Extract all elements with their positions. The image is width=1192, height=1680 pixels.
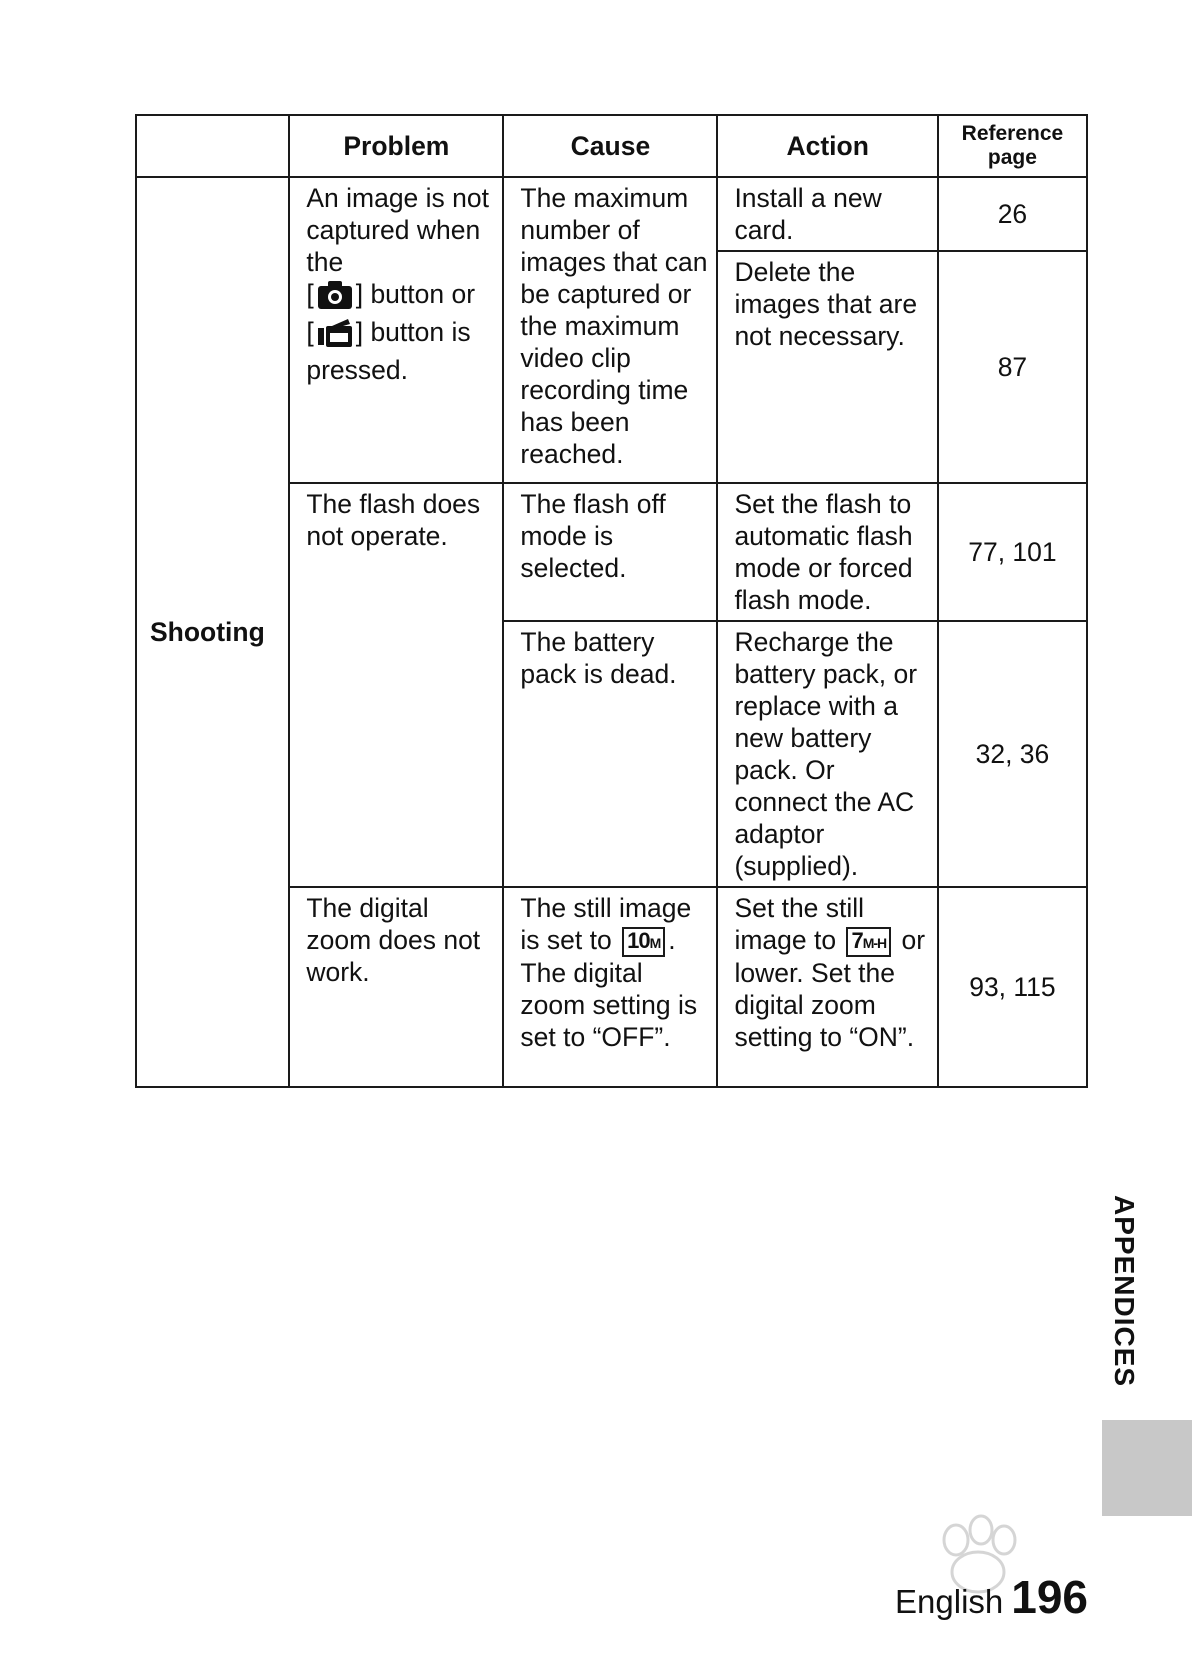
action-text: or lower. Set the digital zoom setting to “ON”. xyxy=(734,925,926,1052)
action-text: Set the still image to xyxy=(734,893,865,955)
resolution-number: 10 xyxy=(627,928,650,953)
problem-text: An image is not captured when the xyxy=(306,183,489,277)
resolution-suffix: M-H xyxy=(862,935,887,951)
page-footer xyxy=(895,1570,1088,1624)
cause-text: The still image is set to xyxy=(520,893,692,955)
resolution-number: 7 xyxy=(851,928,863,953)
problem-cell: An image is not captured when the [ ] button or [ ] button is pressed. xyxy=(289,177,503,483)
reference-cell: 26 xyxy=(938,177,1087,251)
reference-cell: 93, 115 xyxy=(938,887,1087,1087)
problem-header: Problem xyxy=(289,115,503,177)
cause-cell: The battery pack is dead. xyxy=(503,621,717,887)
reference-header: Reference page xyxy=(938,115,1087,177)
category-header xyxy=(136,115,289,177)
table-row xyxy=(136,177,1087,251)
troubleshooting-table xyxy=(135,114,1088,1088)
video-camera-icon xyxy=(318,319,352,354)
problem-text: ] button is pressed. xyxy=(306,317,471,385)
action-cell: Set the flash to automatic flash mode or forced flash mode. xyxy=(717,483,937,621)
cause-header: Cause xyxy=(503,115,717,177)
action-cell xyxy=(717,887,937,1087)
cause-cell: The maximum number of images that can be captured or the maximum video clip recording time has been reached. xyxy=(503,177,717,483)
problem-text: ] button or xyxy=(355,279,476,309)
cause-cell: The flash off mode is selected. xyxy=(503,483,717,621)
footer-language: English xyxy=(895,1583,1004,1620)
resolution-suffix: M xyxy=(649,935,661,951)
camera-icon xyxy=(318,281,352,316)
reference-cell: 77, 101 xyxy=(938,483,1087,621)
cause-text: . The digital zoom setting is set to “OFF”. xyxy=(520,925,698,1052)
header-row xyxy=(136,115,1087,177)
resolution-10m-icon xyxy=(622,927,665,957)
resolution-7m-h-icon xyxy=(846,927,891,957)
action-cell: Delete the images that are not necessary. xyxy=(717,251,937,483)
action-header: Action xyxy=(717,115,937,177)
action-cell: Install a new card. xyxy=(717,177,937,251)
problem-cell: The digital zoom does not work. xyxy=(289,887,503,1087)
problem-cell: The flash does not operate. xyxy=(289,483,503,887)
reference-cell: 87 xyxy=(938,251,1087,483)
cause-cell xyxy=(503,887,717,1087)
category-shooting: Shooting xyxy=(136,177,289,1087)
action-cell: Recharge the battery pack, or replace with a new battery pack. Or connect the AC adaptor (supplied). xyxy=(717,621,937,887)
section-tab-label: APPENDICES xyxy=(1109,1195,1140,1388)
section-tab-marker xyxy=(1102,1420,1192,1516)
reference-cell: 32, 36 xyxy=(938,621,1087,887)
page-number: 196 xyxy=(1011,1571,1088,1623)
